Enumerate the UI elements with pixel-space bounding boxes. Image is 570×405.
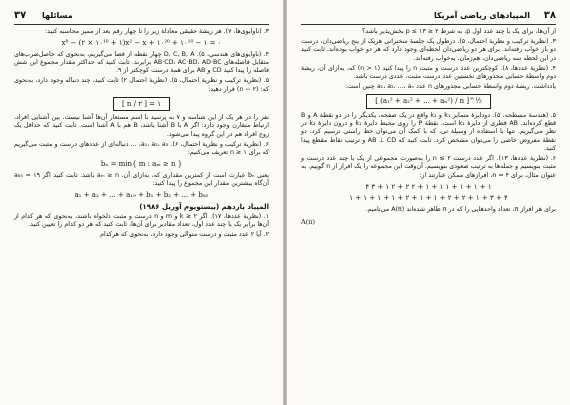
right-page-header: [301, 10, 556, 25]
problem-paragraph: ۱. (نظریهٔ عددها، ۱۷). اگر k ≥ ۲ و m و n درست و مثبت دلخواه باشند، به‌نحوی که هر کدام از آن‌ها برابر یک یا چند عدد اول، تعداد مقادیر برای آن‌ها، ثابت کنید که هر دو کدام را تعیین کنید.: [14, 212, 270, 229]
equation: [301, 94, 556, 108]
problem-paragraph: یادداشت. ریشهٔ دوم واسطهٔ حسابی مجذورهای n عدد a₁، a₂، ...، aₙ چنین است:: [344, 83, 556, 91]
page-number: ۳۸: [543, 10, 556, 21]
left-page-header: [14, 10, 269, 25]
left-page: [0, 0, 283, 405]
function-label: A(π): [301, 217, 316, 226]
boxed-equation: [ (a₁² + a₂² + ... + aₙ²) / n ]^½: [366, 94, 491, 108]
problem-paragraph: ۲. آیا ۲ عدد مثبت و درست متوالی وجود دارد، به‌نحوی که هرکدام: [100, 231, 269, 239]
running-title: المپیادهای ریاضی آمریکا: [434, 11, 530, 20]
problem-paragraph: ۳. (ناوایوی‌ها، ۷). هر ریشهٔ حقیقی معادلهٔ زیر را تا چهار رقم بعد از ممیز محاسبه کنید:: [45, 28, 269, 35]
problem-paragraph: ۵. (نظریهٔ ترکیب و نظریهٔ احتمال، ۵). (نظریهٔ احتمال ۲) ثابت کنید، چند دنباله وجود دارد، به‌نحوی که: (n − ۲) قرار دهید:: [14, 77, 269, 93]
problem-paragraph: ۳. (نظریهٔ ترکیب و نظریهٔ احتمال، ۵). درطول یک جلسهٔ سخنرانی هریک از پنج ریاضی‌دان، درست دو بار خواب رفته‌اند. برای هر دو ریاضی‌دان لحظه‌ای وجود دارد که هر دو خواب بوده‌اند. ثابت کنید در این لحظه سه ریاضی‌دان، هم‌زمان، به‌خواب رفته‌اند.: [301, 38, 556, 62]
problem-paragraph: برای هر افراز π، تعداد واحدهایی را که در π ظاهر شده‌اند A(π) می‌نامیم.: [365, 205, 556, 213]
right-page-body: [301, 28, 556, 399]
equation: [14, 97, 269, 111]
boxed-equation: [ n / ۲ ] = ۱: [113, 97, 170, 111]
problem-paragraph: ۵. (هندسهٔ مسطحه، ۵). دودایرهٔ متمایز k₁ و k₂ واقع در یک صفحه، یکدیگر را در دو نقطهٔ A و B قطع کرده‌اند. AB قطری از دایرهٔ k₁ است. نقطهٔ P را روی محیط دایرهٔ k₁ و درون دایرهٔ k₂ در نظر می‌گیریم. تنها با استفاده از وسیلهٔ تی، که با کمک آن می‌توان خط راستی ترسیم کرد، دو نقطهٔ مفروض خاصی را می‌توان مشخص کرد. ثابت کنید که AB ⊥ CD و ترتیب نقاط مقطع پیدا کنید.: [301, 111, 557, 152]
problem-paragraph: ۴. (نظریهٔ عددها، ۸). کوچکترین عدد درست و مثبت n را پیدا کنید (n > ۱) که، به‌ازای آن، ریشهٔ دوم واسطهٔ حسابی مجذورهای نخستین عدد درست مثبت، عددی درست باشد.: [301, 64, 556, 81]
running-title: مسائلها: [42, 11, 73, 20]
right-page: [287, 0, 570, 405]
problem-paragraph: یعنی bₙ عبارت است از کمترین مقداری که، به‌ازای آن، aₘ ≥ n باشد. ثابت کنید اگر a₈₅ = ۱۹ آن‌گاه بیشترین مقدار این مجموع را پیدا کنید:: [14, 171, 270, 188]
equation: ۱ + ۱ + ۱ + ۱ + ۲ + ۱ + ۱ + ۲ + ۲ + ۱ + ۳ + ۴: [349, 194, 508, 203]
section-heading: المپیاد یازدهم (بیستویوم آوریل ۱۹۸۶): [139, 202, 269, 211]
equation: bₙ = min{ m : aₘ ≥ n }: [100, 160, 183, 169]
problem-paragraph: از آن‌ها، برای یک یا چند عدد اول p، به شرط ۲ ≤ p ≤ ۱۳ بخش‌پذیر باشد؟: [362, 28, 556, 35]
problem-paragraph: ۴. (ناوایوی‌های هندسی، ۵). D, C, B, A چهار نقطه از فضا می‌گیریم، به‌نحوی که حاصل‌ضرب‌های متقابل فاصله‌های AB·CD، AC·BD، AD·BC برابرند. ثابت کنید که حداکثر مقدار مجموع این شش فاصله را پیدا کنید CD و AB برای همهٔ درست کوچکتر از ۹.: [14, 50, 269, 75]
problem-paragraph: ۶. (نظریهٔ ترکیب و نظریهٔ احتمال، ۶). a₁، a₂، a₃، ... دنباله‌ای از عددهای درست و مثبت می‌گیریم که برای n ≥ ۱ تعریف می‌کنیم:: [14, 140, 269, 157]
problem-paragraph: ۶. (نظریهٔ عددها، ۱۳). اگر عدد درست ۲ ≥ n را به‌صورت مجموعی از یک یا چند عدد درست و مثبت بنویسیم و جمله‌ها به ترتیب صعودی بنویسیم، آن‌وقت این مجموعه را یک افراز از n گوییم. به عنوان مثال، برای ۴ = n، افرازهای ممکن عبارتند از:: [301, 155, 557, 179]
left-page-body: [14, 28, 269, 399]
problem-paragraph: نفر را در هر یک از این شناسه و ۷ به پرسید با اسم مستعار آن‌ها آشنا نیست. بین آشنایی افراد، ارتباط متقارن وجود دارد: اگر A با B آشنا باشد، B هم با A آشنا است. ثابت کنید که حداقل یک زوج افراد هم در این گروه پیدا می‌شود.: [14, 114, 270, 138]
equation: x⁸ − (۲ × ۱۰¹⁰ + ۱)x² − x + ۱۰²⁰ + ۱۰¹⁰ − ۱ = ۰: [61, 39, 222, 48]
page-number: ۳۷: [14, 10, 27, 21]
equation: ۴ ۳ + ۱ ۲ + ۲ ۲ + ۱ + ۱ ۱ + ۱ + ۱ + ۱: [365, 182, 492, 191]
equation: a₁ + a₂ + ... + a₁₉ + b₁ + b₂ + ... + b₈₅: [74, 191, 209, 200]
